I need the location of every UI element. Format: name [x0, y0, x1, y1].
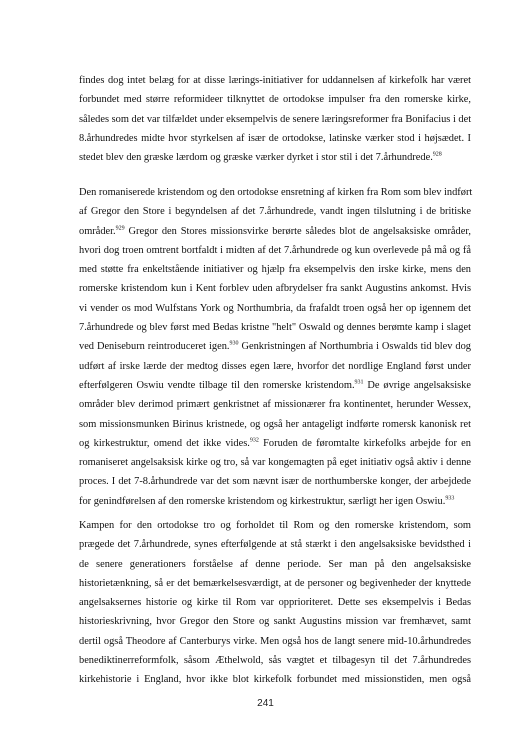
line-text-continued: Foruden de føromtalte kirkefolks arbejde for en — [263, 437, 471, 449]
text-line — [79, 148, 471, 167]
line-text: efterfølgeren Oswiu vendte tilbage til den romerske kristendom. — [79, 379, 355, 391]
page-number: 241 — [257, 698, 274, 709]
text-line — [79, 318, 471, 337]
line-text: historieskrivning, hvor Gregor den Store og sankt Augustins mission var fremhævet, samt — [79, 616, 471, 628]
line-text: romerske kristendom kun i Kent forblev uden afbrydelser fra sankt Augustins ankomst. Hvis — [79, 283, 471, 295]
line-text: de senere generationers forståelse af denne periode. Ser man på den angelsaksiske — [79, 558, 471, 570]
line-text: romaniseret angelsaksisk kirke og tro, så var kongemagten på eget initiativ også aktiv i denne — [79, 457, 471, 469]
text-line — [79, 555, 471, 574]
line-text: stedet blev den græske lærdom og græske værker dyrket i stor stil i det 7.århundrede. — [79, 152, 433, 164]
text-line — [79, 472, 471, 491]
line-text: hvori dog troen omtrent bortfaldt i midten af det 7.århundrede og kun overlevede på må og få — [79, 244, 471, 256]
text-line — [79, 357, 471, 376]
line-text: dertil også Theodore af Canterburys virke. Men også hos de langt senere mid-10.århundredes — [79, 635, 471, 647]
text-line — [79, 260, 471, 279]
footnote-marker: 932 — [249, 437, 259, 444]
footnote-marker: 928 — [432, 151, 442, 158]
text-line — [79, 415, 471, 434]
text-line — [79, 574, 471, 593]
text-line — [79, 516, 471, 535]
text-line — [79, 222, 471, 241]
text-line — [79, 71, 471, 90]
text-line — [79, 593, 471, 612]
line-text: således som det var tilfældet under eksempelvis de senere læringsreformer fra Bonifacius i det — [79, 113, 472, 125]
line-text: med støtte fra enkeltstående initiativer og hjælp fra eksempelvis den irske kirke, mens den — [79, 264, 471, 276]
text-line — [79, 670, 471, 689]
line-text: vi vender os mod Wulfstans York og Northumbria, da frafaldt troen også her op igennem det — [79, 302, 471, 314]
line-text: udført af irske lærde der medtog disses egen lære, hvorfor det nordlige England først under — [79, 360, 471, 372]
line-text: som missionsmunken Birinus kristnede, og også her antageligt indførte romersk kanonisk ret — [79, 418, 471, 430]
line-text: historietænkning, så er det bemærkelsesværdigt, at de personer og begivenheder der knyttede — [79, 577, 471, 589]
text-line — [79, 651, 471, 670]
text-line — [79, 453, 471, 472]
text-line — [79, 376, 471, 395]
line-text: og kirkestruktur, omend det ikke vides. — [79, 437, 250, 449]
line-text: prægede det 7.århundrede, synes efterfølgende at stå stærkt i den angelsaksiske bevidsthed i — [79, 539, 471, 551]
line-text: kirkehistorie i England, hvor ikke blot kirkefolk forbundet med missionstiden, men også — [79, 674, 471, 686]
paragraph-3 — [79, 516, 471, 690]
line-text: af Gregor den Store i begyndelsen af det 7.århundrede, vandt ingen tilslutning i de britiske — [79, 206, 471, 218]
text-line — [79, 299, 471, 318]
line-text-continued: Gregor den Stores missionsvirke berørte således blot de angelsaksiske områder, — [128, 225, 471, 237]
text-line — [79, 129, 471, 148]
text-line — [79, 632, 471, 651]
text-line — [79, 395, 471, 414]
footnote-marker: 929 — [115, 225, 125, 232]
paragraph-2 — [79, 183, 471, 511]
line-text: findes dog intet belæg for at disse lærings-initiativer for uddannelsen af kirkefolk har været — [79, 75, 471, 86]
text-line — [79, 202, 471, 221]
text-line — [79, 90, 471, 109]
text-line — [79, 110, 471, 129]
text-line — [79, 337, 471, 356]
line-text: områder. — [79, 225, 116, 237]
line-text: Den romaniserede kristendom og den ortodokse ensretning af kirken fra Rom som blev indført — [79, 187, 473, 198]
line-text: ved Deniseburn reintroduceret igen. — [79, 341, 230, 353]
line-text: for genindførelsen af den romerske kristendom og kirkestruktur, særligt her igen Oswiu. — [79, 495, 446, 507]
line-text: benediktinerreformfolk, såsom Æthelwold, sås vægtet et tilbagesyn til det 7.århundredes — [79, 655, 471, 667]
line-text-continued: De øvrige angelsaksiske — [367, 379, 471, 391]
text-line — [79, 241, 471, 260]
paragraph-1 — [79, 71, 471, 167]
text-line — [79, 434, 471, 453]
line-text: 7.århundrede og blev først med Bedas kristne "helt" Oswald og dennes berømte kamp i slaget — [79, 322, 471, 334]
footnote-marker: 931 — [354, 379, 364, 386]
line-text: områder blev derimod primært genkristnet af missionærer fra kontinentet, herunder Wessex, — [79, 399, 471, 411]
line-text: 8.århundredes midte hvor styrkelsen af især de ortodokse, latinske værker stod i højsædet. I — [79, 132, 471, 144]
text-line — [79, 492, 471, 511]
line-text: Kampen for den ortodokse tro og forholdet til Rom og den romerske kristendom, som — [79, 520, 471, 531]
line-text: forbundet med større reformideer tilknyttet de ortodokse impulser fra den romerske kirke, — [79, 94, 471, 106]
footnote-marker: 933 — [445, 495, 455, 502]
text-line — [79, 183, 471, 202]
text-line — [79, 612, 471, 631]
line-text: proces. I det 7-8.århundrede var det som nævnt især de northumberske konger, der arbejdede — [79, 476, 471, 488]
line-text: angelsaksernes historie og kirke til Rom var opprioriteret. Dette ses eksempelvis i Bedas — [79, 597, 471, 609]
text-line — [79, 279, 471, 298]
footnote-marker: 930 — [229, 340, 239, 347]
line-text-continued: Genkristningen af Northumbria i Oswalds tid blev dog — [241, 341, 471, 353]
text-line — [79, 535, 471, 554]
